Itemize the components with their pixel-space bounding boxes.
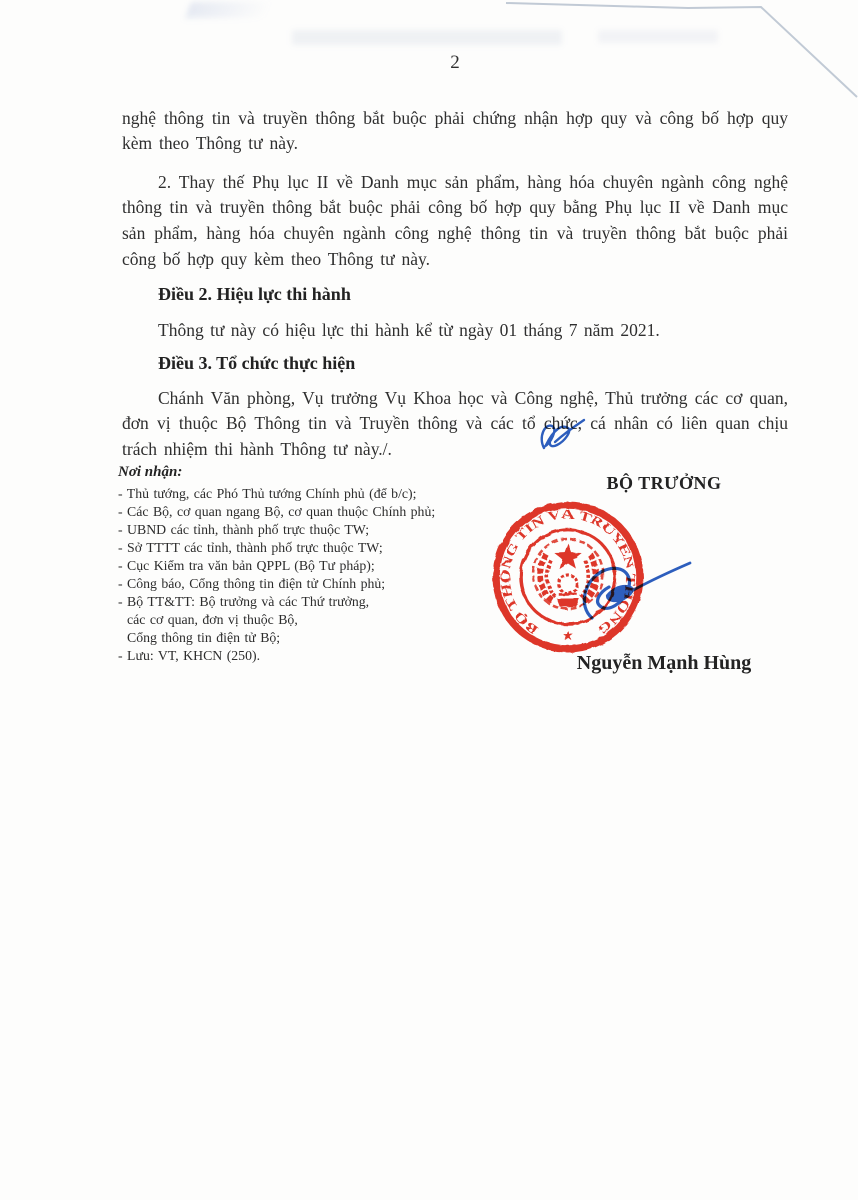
recipient-item: - Cục Kiểm tra văn bản QPPL (Bộ Tư pháp); xyxy=(118,558,375,573)
article-3-heading: Điều 3. Tổ chức thực hiện xyxy=(158,353,356,373)
recipient-item: - Các Bộ, cơ quan ngang Bộ, cơ quan thuộc Chính phủ; xyxy=(118,504,436,519)
scan-fold-line xyxy=(496,0,858,100)
initial-signature-mark xyxy=(533,416,587,456)
recipient-item: - Bộ TT&TT: Bộ trưởng và các Thứ trưởng, xyxy=(118,594,370,609)
signer-name: Nguyễn Mạnh Hùng xyxy=(576,652,752,674)
article-2-text: Thông tư này có hiệu lực thi hành kể từ ngày 01 tháng 7 năm 2021. xyxy=(158,319,660,340)
recipient-item: - Lưu: VT, KHCN (250). xyxy=(118,648,261,663)
recipients-list xyxy=(118,485,498,665)
page-number: 2 xyxy=(450,52,460,73)
recipients-block xyxy=(118,464,498,665)
scan-ghost-mark xyxy=(185,2,270,18)
minister-title: BỘ TRƯỞNG xyxy=(606,473,722,493)
paragraph-continuation: nghệ thông tin và truyền thông bắt buộc phải chứng nhận hợp quy và công bố hợp quy kèm theo Thông tư này. xyxy=(122,107,788,154)
recipients-title: Nơi nhận: xyxy=(118,464,183,480)
paragraph-clause-2: 2. Thay thế Phụ lục II về Danh mục sản phẩm, hàng hóa chuyên ngành công nghệ thông tin và truyền thông bắt buộc phải công bố hợp quy bằng Phụ lục II về Danh mục sản phẩm, hàng hóa chuyên ngành công nghệ thông tin và truyền thông bắt buộc phải công bố hợp quy kèm theo Thông tư này. xyxy=(122,171,788,269)
recipient-item-continuation: Cổng thông tin điện tử Bộ; xyxy=(127,630,281,645)
recipient-item: - Sở TTTT các tỉnh, thành phố trực thuộc TW; xyxy=(118,540,383,555)
signature-block xyxy=(548,473,780,494)
article-3-text: Chánh Văn phòng, Vụ trưởng Vụ Khoa học và Công nghệ, Thủ trưởng các cơ quan, đơn vị thuộc Bộ Thông tin và Truyền thông và các tổ chức, cá nhân có liên quan chịu trách nhiệm thi hành Thông tư này./. xyxy=(122,387,788,460)
recipient-item-continuation: các cơ quan, đơn vị thuộc Bộ, xyxy=(127,612,298,627)
recipient-item: - Công báo, Cổng thông tin điện tử Chính phủ; xyxy=(118,576,386,591)
recipient-item: - UBND các tỉnh, thành phố trực thuộc TW; xyxy=(118,522,370,537)
seal-ring-text: BỘ THÔNG TIN VÀ TRUYỀN T ÔNG xyxy=(498,507,638,637)
seal-star-separator: ★ xyxy=(562,630,574,643)
article-2-heading: Điều 2. Hiệu lực thi hành xyxy=(158,284,351,304)
recipient-item: - Thủ tướng, các Phó Thủ tướng Chính phủ (để b/c); xyxy=(118,486,417,501)
signature-stroke xyxy=(576,556,694,634)
